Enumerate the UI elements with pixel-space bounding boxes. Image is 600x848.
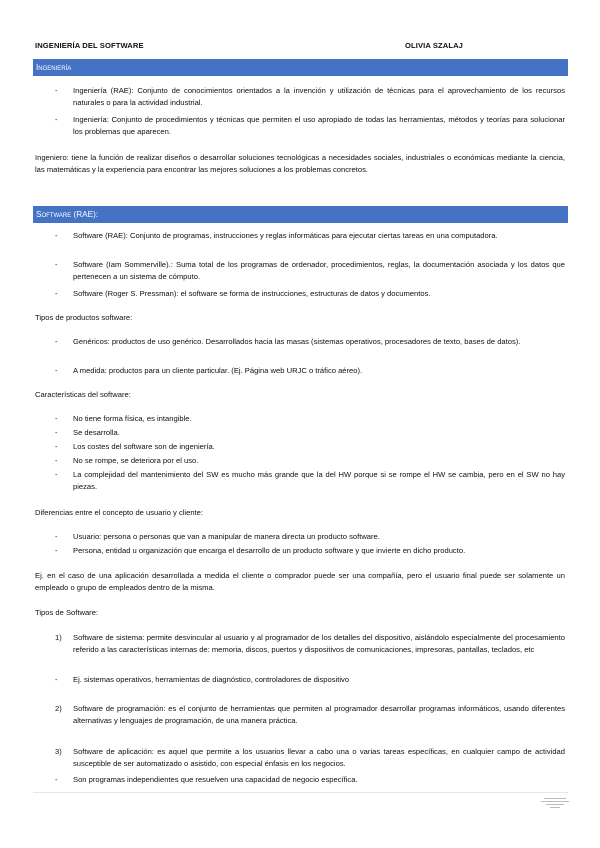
list-item-text: Son programas independientes que resuelven una capacidad de negocio específica. (73, 775, 358, 784)
list-item (55, 259, 565, 283)
list-item-text: No se rompe, se deteriora por el uso. (73, 456, 199, 465)
section-heading-software: Software (RAE): (33, 206, 568, 223)
list-item (55, 441, 565, 453)
bullet-marker: - (55, 428, 58, 437)
paragraph-ingeniero: Ingeniero: tiene la función de realizar diseños o desarrollar soluciones tecnológicas a necesidades sociales, industriales o económicas mediante la ciencia, las matemáticas y la experiencia para encontrar las mejores soluciones a los problemas concretos. (35, 153, 565, 175)
header-author: OLIVIA SZALAJ (405, 41, 463, 50)
footer-divider (33, 792, 568, 793)
list-item (55, 455, 565, 467)
list-item (55, 114, 565, 138)
list-item-text: Persona, entidad u organización que encarga el desarrollo de un producto software y que invierte en dicho producto. (73, 546, 466, 555)
section-heading-ingenieria: Ingeniería (33, 59, 568, 76)
bullet-marker: - (55, 775, 58, 784)
item-number: 3) (55, 747, 62, 756)
list-item (55, 674, 565, 686)
bullet-marker: - (55, 337, 58, 346)
list-item (55, 365, 565, 377)
numbered-item-text: Software de sistema: permite desvincular al usuario y al programador de los detalles del dispositivo, aislándolo especialmente del procesamiento referido a las características internas de: memoria, discos, puertos y dispositivos de comunicaciones, impresoras, pantallas, teclados, etc (73, 633, 565, 655)
numbered-item-text: Software de programación: es el conjunto de herramientas que permiten al programador desarrollar programas informáticos, usando diferentes alternativas y lenguajes de programación, de una manera práctica. (73, 704, 565, 726)
subheading-tipos-software: Tipos de Software: (35, 608, 99, 617)
list-item (55, 230, 565, 242)
list-item (55, 531, 565, 543)
footer-watermark-icon (540, 796, 570, 816)
bullet-marker: - (55, 366, 58, 375)
paragraph-ejemplo: Ej. en el caso de una aplicación desarrollada a medida el cliente o comprador puede ser una compañía, pero el usuario final puede ser solamente un empleado o grupo de empleados dentro de la misma. (35, 571, 565, 593)
bullet-marker: - (55, 532, 58, 541)
bullet-marker: - (55, 86, 58, 95)
bullet-marker: - (55, 115, 58, 124)
list-item-text: La complejidad del mantenimiento del SW es mucho más grande que la del HW porque si se rompe el HW se cambia, pero en el SW no hay piezas. (73, 470, 565, 492)
list-item-text: Ingeniería (RAE): Conjunto de conocimientos orientados a la invención y utilización de técnicas para el aprovechamiento de los recursos naturales o para la actividad industrial. (73, 86, 565, 108)
list-item (55, 469, 565, 493)
subheading-diferencias: Diferencias entre el concepto de usuario y cliente: (35, 508, 204, 517)
list-item (55, 545, 565, 557)
list-item-text: Se desarrolla. (73, 428, 120, 437)
bullet-marker: - (55, 456, 58, 465)
bullet-marker: - (55, 231, 58, 240)
list-item (55, 288, 565, 300)
bullet-marker: - (55, 546, 58, 555)
bullet-marker: - (55, 260, 58, 269)
bullet-marker: - (55, 470, 58, 479)
list-item (55, 85, 565, 109)
bullet-marker: - (55, 414, 58, 423)
list-item-text: Usuario: persona o personas que van a manipular de manera directa un producto software. (73, 532, 380, 541)
numbered-item (55, 703, 565, 727)
numbered-item (55, 746, 565, 770)
list-item-text: Ej. sistemas operativos, herramientas de diagnóstico, controladores de dispositivo (73, 675, 350, 684)
list-item-text: Ingeniería: Conjunto de procedimientos y técnicas que permiten el uso apropiado de todas las herramientas, métodos y teorías para solucionar los problemas que aparecen. (73, 115, 565, 137)
bullet-marker: - (55, 675, 58, 684)
subheading-caracteristicas: Características del software: (35, 390, 131, 399)
list-item (55, 427, 565, 439)
list-item (55, 336, 565, 348)
list-item-text: Software (Iam Sommerville).: Suma total de los programas de ordenador, procedimientos, reglas, la documentación asociada y los datos que pertenecen a un sistema de cómputo. (73, 260, 565, 282)
numbered-item (55, 632, 565, 656)
bullet-marker: - (55, 289, 58, 298)
list-item-text: A medida: productos para un cliente particular. (Ej. Página web URJC o tráfico aéreo). (73, 366, 363, 375)
list-item (55, 774, 565, 786)
bullet-marker: - (55, 442, 58, 451)
list-item-text: Genéricos: productos de uso genérico. Desarrollados hacia las masas (sistemas operativos, procesadores de texto, bases de datos). (73, 337, 521, 346)
item-number: 1) (55, 633, 62, 642)
numbered-item-text: Software de aplicación: es aquel que permite a los usuarios llevar a cabo una o varias tareas específicas, en cualquier campo de actividad susceptible de ser automatizado o asistido, con especial énfasis en los negocios. (73, 747, 565, 769)
subheading-tipos-productos: Tipos de productos software: (35, 313, 133, 322)
list-item (55, 413, 565, 425)
item-number: 2) (55, 704, 62, 713)
list-item-text: Software (Roger S. Pressman): el software se forma de instrucciones, estructuras de datos y documentos. (73, 289, 431, 298)
list-item-text: Software (RAE): Conjunto de programas, instrucciones y reglas informáticas para ejecutar ciertas tareas en una computadora. (73, 231, 498, 240)
list-item-text: Los costes del software son de ingeniería. (73, 442, 215, 451)
header-course-title: INGENIERÍA DEL SOFTWARE (35, 41, 144, 50)
list-item-text: No tiene forma física, es intangible. (73, 414, 192, 423)
